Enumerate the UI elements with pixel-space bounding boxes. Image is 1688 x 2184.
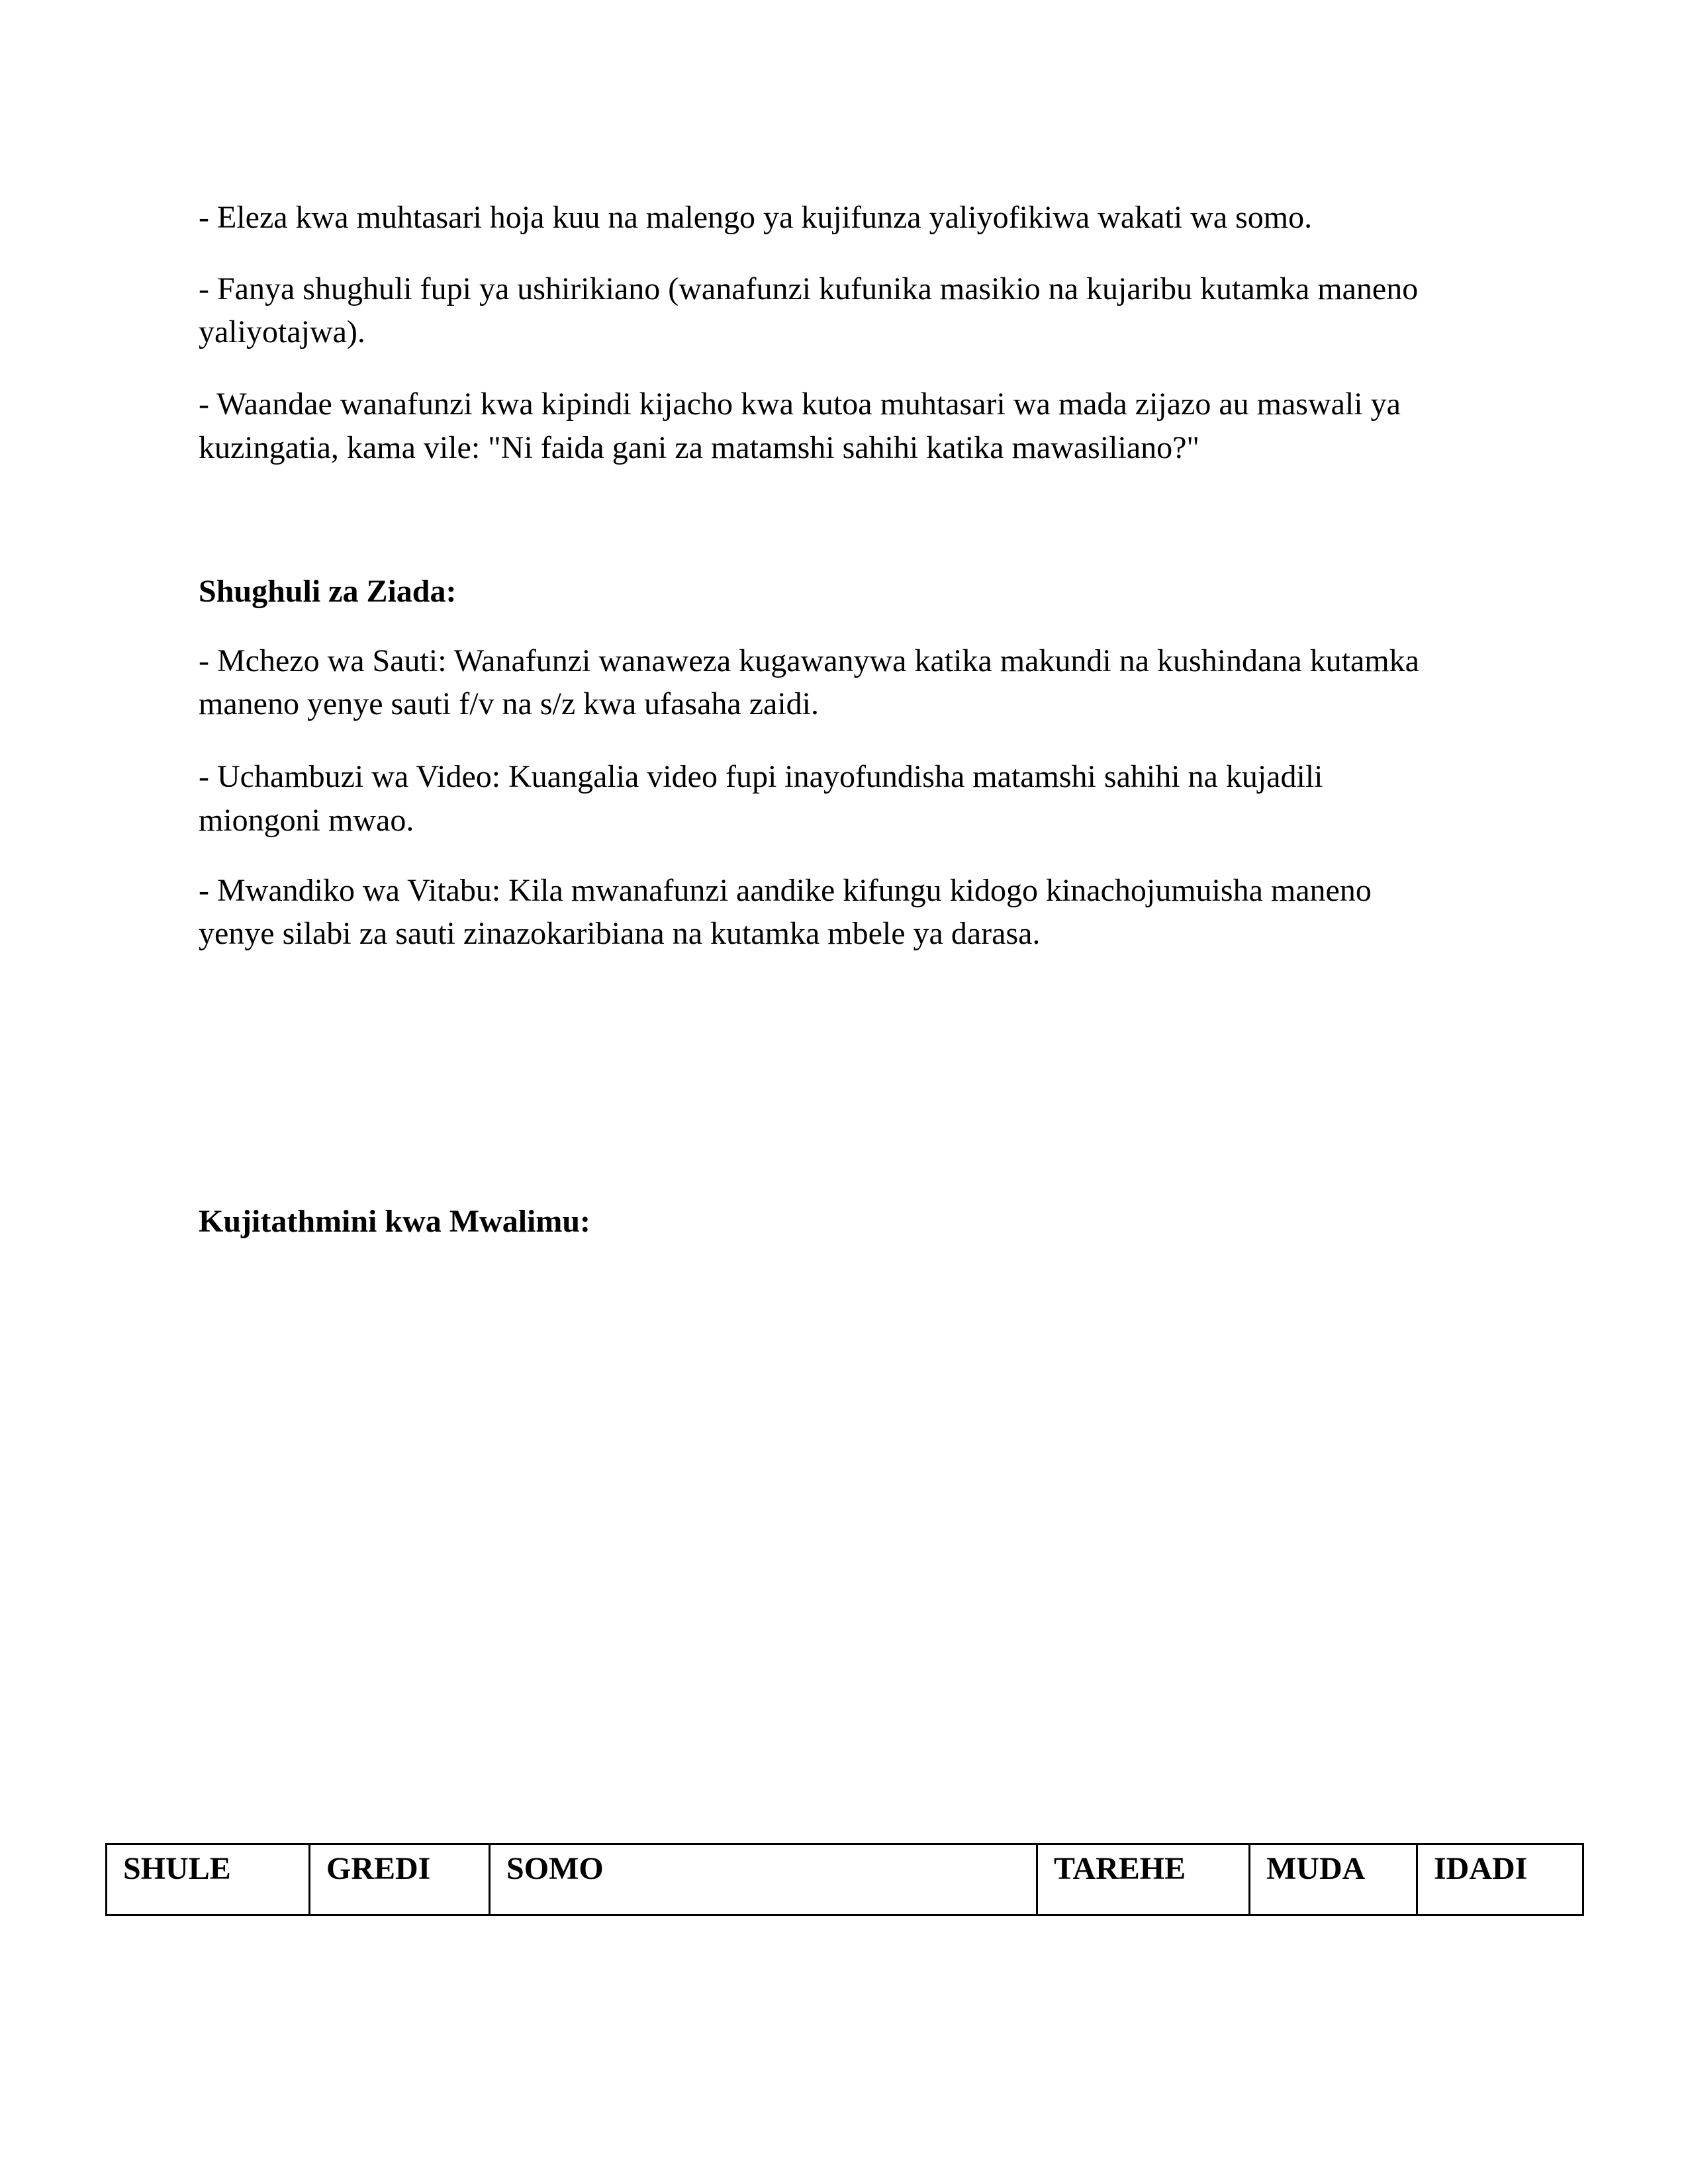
- table-cell-tarehe: [1037, 1844, 1250, 1915]
- closing-step-3: - Waandae wanafunzi kwa kipindi kijacho kwa kutoa muhtasari wa mada zijazo au maswali ya: [199, 387, 1401, 422]
- header-muda: MUDA: [1266, 1851, 1366, 1886]
- extra-activity-writing-cont: yenye silabi za sauti zinazokaribiana na kutamka mbele ya darasa.: [199, 916, 1041, 951]
- table-cell-idadi: [1417, 1844, 1583, 1915]
- table-cell-muda: [1250, 1844, 1417, 1915]
- header-shule: SHULE: [123, 1851, 231, 1886]
- table-cell-shule: [107, 1844, 310, 1915]
- closing-step-2-cont: yaliyotajwa).: [199, 314, 365, 349]
- closing-step-3-cont: kuzingatia, kama vile: "Ni faida gani za matamshi sahihi katika mawasiliano?": [199, 430, 1200, 465]
- header-somo: SOMO: [506, 1851, 604, 1886]
- lesson-info-table: [105, 1843, 1584, 1916]
- extra-activities-heading: Shughuli za Ziada:: [199, 574, 457, 609]
- closing-step-1: - Eleza kwa muhtasari hoja kuu na malengo ya kujifunza yaliyofikiwa wakati wa somo.: [199, 200, 1313, 235]
- table-header-row: [107, 1844, 1583, 1915]
- header-tarehe: TAREHE: [1054, 1851, 1186, 1886]
- extra-activity-writing: - Mwandiko wa Vitabu: Kila mwanafunzi aandike kifungu kidogo kinachojumuisha maneno: [199, 873, 1372, 908]
- closing-step-2: - Fanya shughuli fupi ya ushirikiano (wanafunzi kufunika masikio na kujaribu kutamka maneno: [199, 271, 1419, 306]
- extra-activity-video-analysis-cont: miongoni mwao.: [199, 803, 414, 838]
- extra-activity-sound-game: - Mchezo wa Sauti: Wanafunzi wanaweza kugawanywa katika makundi na kushindana kutamka: [199, 643, 1419, 678]
- teacher-self-assessment-heading: Kujitathmini kwa Mwalimu:: [199, 1204, 591, 1239]
- table-cell-somo: [490, 1844, 1037, 1915]
- header-gredi: GREDI: [326, 1851, 431, 1886]
- header-idadi: IDADI: [1434, 1851, 1528, 1886]
- table-cell-gredi: [310, 1844, 490, 1915]
- extra-activity-sound-game-cont: maneno yenye sauti f/v na s/z kwa ufasaha zaidi.: [199, 686, 819, 721]
- extra-activity-video-analysis: - Uchambuzi wa Video: Kuangalia video fupi inayofundisha matamshi sahihi na kujadili: [199, 759, 1323, 794]
